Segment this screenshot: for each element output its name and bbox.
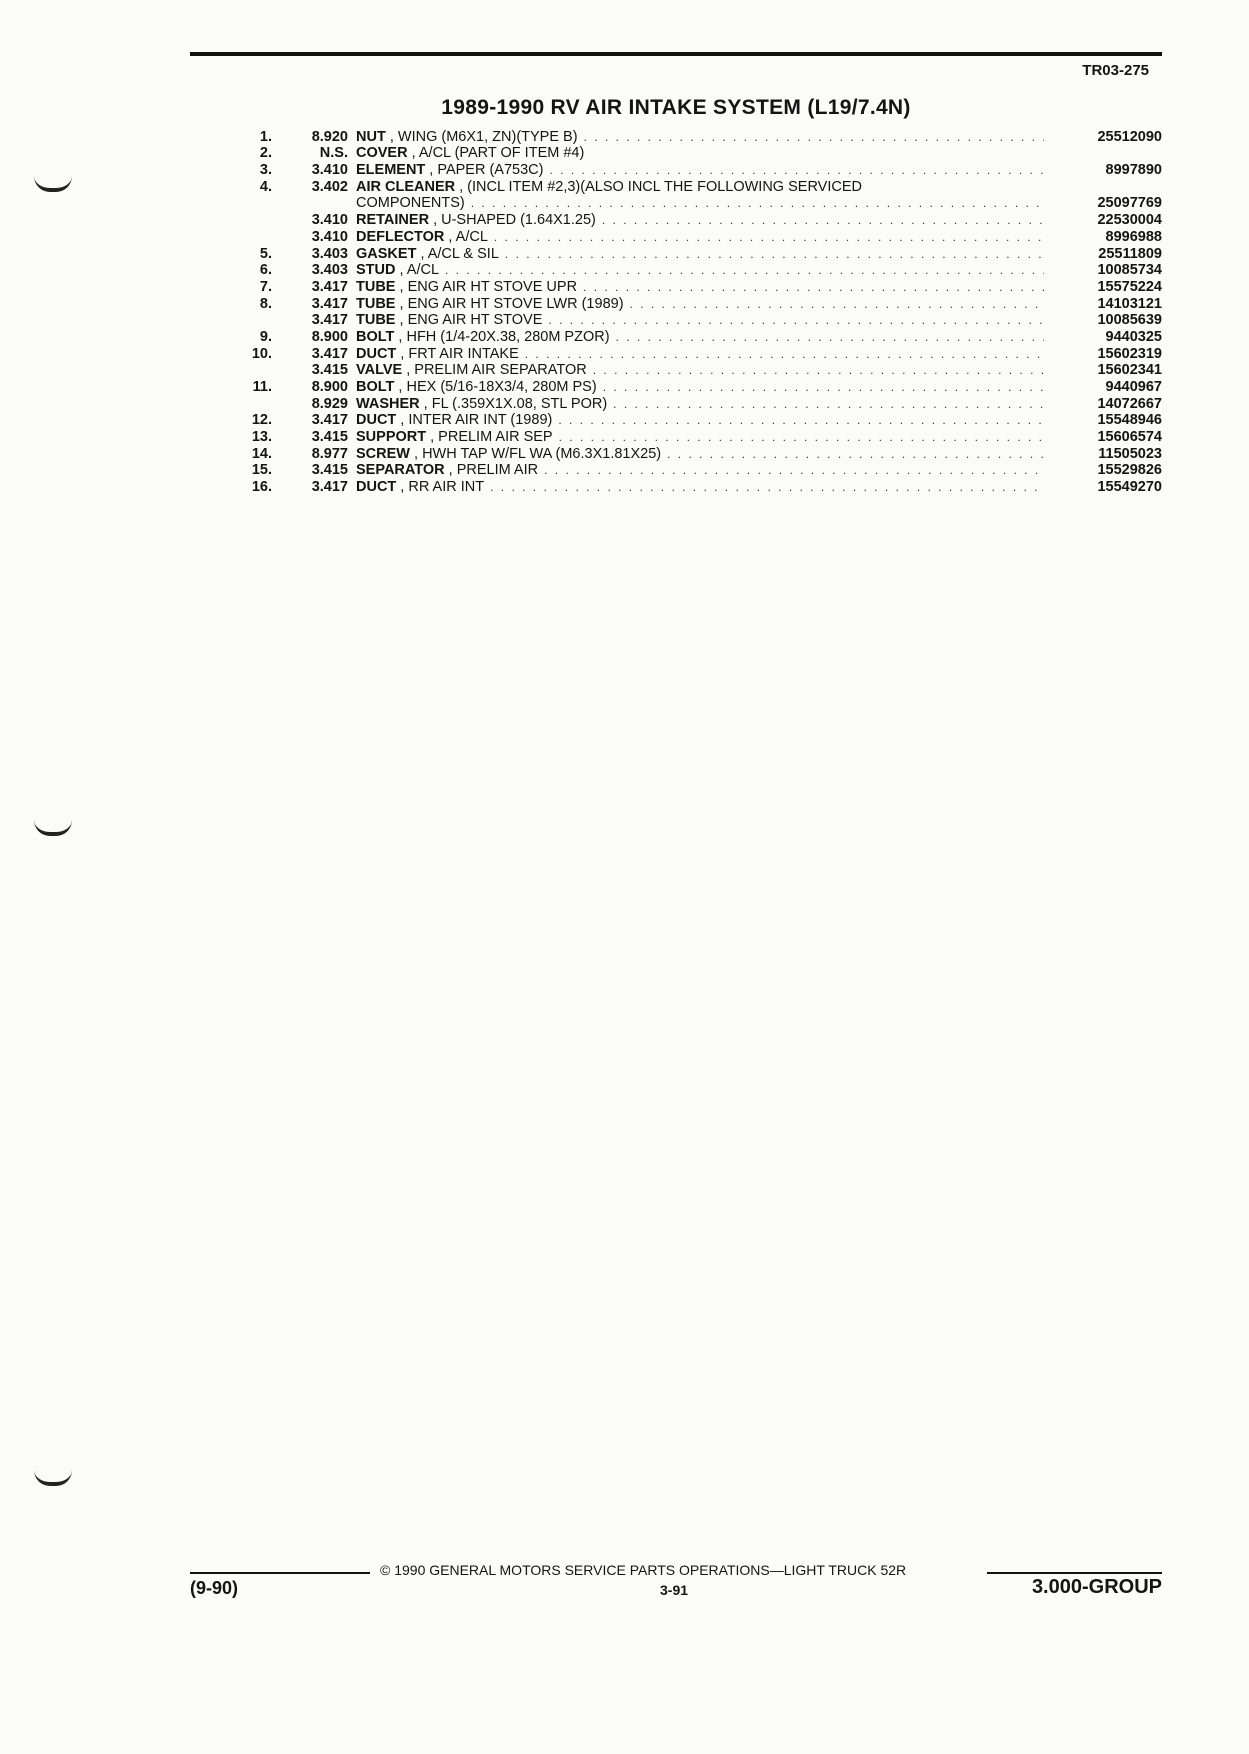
item-number: 6.	[259, 262, 272, 279]
item-number: 11.	[252, 379, 272, 395]
part-name: VALVE	[356, 362, 403, 379]
part-name: TUBE	[356, 295, 396, 312]
part-description	[356, 162, 543, 178]
part-number: 8997890	[1105, 162, 1162, 179]
part-description	[356, 329, 610, 345]
parts-row	[220, 328, 1162, 345]
parts-row	[220, 478, 1162, 495]
part-number: 14103121	[1097, 295, 1162, 312]
item-number: 7.	[259, 278, 272, 295]
parts-row	[220, 262, 1162, 279]
group-number: 3.417	[311, 278, 348, 295]
description-cell	[356, 212, 1050, 228]
item-number: 4.	[259, 178, 272, 195]
part-description	[356, 479, 484, 495]
description-cell	[356, 179, 1050, 195]
part-name: BOLT	[356, 379, 395, 395]
group-number: 3.415	[311, 362, 348, 379]
parts-row	[220, 312, 1162, 329]
group-number: 8.900	[311, 328, 348, 345]
parts-row	[220, 245, 1162, 262]
part-name: STUD	[356, 262, 396, 279]
group-number: N.S.	[319, 145, 348, 162]
description-cell	[356, 279, 1050, 295]
part-description	[356, 195, 465, 211]
part-description	[356, 396, 607, 412]
part-number: 9440967	[1105, 379, 1162, 395]
dot-leader	[583, 279, 1044, 295]
binder-hole-mark	[34, 176, 72, 192]
part-name: ELEMENT	[356, 162, 426, 179]
dot-leader	[471, 195, 1044, 211]
description-cell	[356, 229, 1050, 245]
part-detail: , RR AIR INT	[396, 479, 485, 496]
copyright-text: © 1990 GENERAL MOTORS SERVICE PARTS OPERATIONS—LIGHT TRUCK 52R	[380, 1562, 907, 1578]
item-number: 10.	[251, 345, 272, 362]
parts-row	[220, 395, 1162, 412]
part-detail: , A/CL (PART OF ITEM #4)	[407, 145, 585, 162]
dot-leader	[616, 329, 1044, 345]
part-detail: , WING (M6X1, ZN)(TYPE B)	[385, 128, 578, 145]
group-number: 3.417	[311, 412, 348, 429]
part-description	[356, 312, 542, 328]
item-number: 12.	[251, 412, 272, 429]
binder-hole-mark	[34, 1470, 72, 1486]
description-cell	[356, 246, 1050, 262]
part-number: 14072667	[1097, 395, 1162, 412]
part-name: COVER	[356, 145, 408, 162]
dot-leader	[544, 462, 1044, 478]
parts-row	[220, 428, 1162, 445]
part-name: DUCT	[356, 479, 397, 496]
group-number: 8.977	[311, 445, 348, 462]
item-number: 9.	[259, 328, 272, 345]
dot-leader	[558, 412, 1044, 428]
part-description	[356, 145, 584, 161]
group-number: 3.417	[311, 479, 348, 496]
group-number: 3.410	[311, 162, 348, 179]
dot-leader	[494, 229, 1044, 245]
part-description	[356, 462, 538, 478]
dot-leader	[505, 246, 1044, 262]
part-detail: , ENG AIR HT STOVE UPR	[395, 278, 578, 295]
part-detail: , (INCL ITEM #2,3)(ALSO INCL THE FOLLOWING SERVICED	[455, 178, 862, 195]
part-description	[356, 362, 587, 378]
part-number: 15575224	[1097, 278, 1162, 295]
part-detail: , ENG AIR HT STOVE	[395, 312, 543, 329]
parts-row	[220, 128, 1162, 145]
group-number: 3.403	[311, 262, 348, 279]
parts-row	[220, 178, 1162, 195]
description-cell	[356, 162, 1050, 178]
part-detail: , PRELIM AIR	[444, 462, 539, 479]
page-footer	[190, 1560, 1162, 1610]
group-number: 8.920	[311, 128, 348, 145]
part-number: 25097769	[1097, 195, 1162, 212]
part-name: DUCT	[356, 412, 397, 429]
description-cell	[356, 362, 1050, 378]
part-detail: , A/CL & SIL	[416, 245, 499, 262]
dot-leader	[525, 346, 1044, 362]
parts-row	[220, 378, 1162, 395]
description-cell	[356, 446, 1050, 462]
part-detail: , A/CL	[395, 262, 440, 279]
part-name: DEFLECTOR	[356, 228, 445, 245]
part-name: TUBE	[356, 312, 396, 329]
parts-row	[220, 412, 1162, 429]
part-detail: , HWH TAP W/FL WA (M6.3X1.81X25)	[409, 445, 662, 462]
part-detail: , PAPER (A753C)	[425, 162, 544, 179]
edition-date: (9-90)	[190, 1578, 239, 1598]
part-detail: , PRELIM AIR SEP	[426, 429, 553, 446]
description-cell	[356, 296, 1050, 312]
item-number: 3.	[259, 162, 272, 179]
description-cell	[356, 329, 1050, 345]
part-detail: COMPONENTS)	[356, 195, 465, 212]
part-detail: , ENG AIR HT STOVE LWR (1989)	[395, 295, 624, 312]
dot-leader	[549, 162, 1044, 178]
footer-rule-right	[987, 1572, 1162, 1574]
item-number: 13.	[251, 429, 272, 446]
dot-leader	[613, 396, 1044, 412]
part-number: 25511809	[1098, 245, 1162, 262]
binder-hole-mark	[34, 820, 72, 836]
item-number: 5.	[259, 245, 272, 262]
part-detail: , FL (.359X1X.08, STL POR)	[419, 395, 608, 412]
part-description	[356, 429, 553, 445]
part-number: 15602341	[1097, 362, 1162, 379]
document-code: TR03-275	[1082, 62, 1149, 79]
part-number: 11505023	[1098, 445, 1162, 462]
part-detail: , U-SHAPED (1.64X1.25)	[429, 212, 596, 229]
group-number: 3.402	[311, 178, 348, 195]
description-cell	[356, 129, 1050, 145]
part-description	[356, 379, 597, 395]
parts-row	[220, 228, 1162, 245]
parts-row	[220, 145, 1162, 162]
part-detail: , PRELIM AIR SEPARATOR	[402, 362, 587, 379]
parts-row	[220, 195, 1162, 212]
description-cell	[356, 429, 1050, 445]
description-cell	[356, 145, 1050, 161]
group-label: 3.000-GROUP	[1031, 1576, 1162, 1598]
parts-row	[220, 362, 1162, 379]
group-number: 3.403	[311, 245, 348, 262]
part-description	[356, 262, 439, 278]
part-name: WASHER	[356, 395, 420, 412]
part-number: 25512090	[1097, 128, 1162, 145]
page-title: 1989-1990 RV AIR INTAKE SYSTEM (L19/7.4N)	[441, 96, 911, 119]
parts-row	[220, 211, 1162, 228]
group-number: 3.417	[311, 345, 348, 362]
part-number: 10085639	[1097, 312, 1162, 329]
group-number: 3.417	[311, 312, 348, 329]
description-cell	[356, 379, 1050, 395]
dot-leader	[602, 212, 1044, 228]
group-number: 3.410	[311, 228, 348, 245]
item-number: 14.	[251, 445, 272, 462]
part-name: SEPARATOR	[356, 462, 445, 479]
item-number: 8.	[259, 295, 272, 312]
top-rule	[190, 52, 1162, 56]
part-name: GASKET	[356, 245, 417, 262]
dot-leader	[445, 262, 1044, 278]
part-description	[356, 129, 578, 145]
part-name: AIR CLEANER	[356, 178, 456, 195]
part-detail: , INTER AIR INT (1989)	[396, 412, 553, 429]
part-description	[356, 446, 661, 462]
parts-row	[220, 161, 1162, 178]
dot-leader	[630, 296, 1044, 312]
part-number: 15548946	[1097, 412, 1162, 429]
part-number: 9440325	[1105, 328, 1162, 345]
part-description	[356, 229, 488, 245]
dot-leader	[593, 362, 1044, 378]
group-number: 8.929	[311, 395, 348, 412]
group-number: 3.415	[311, 462, 348, 479]
part-number: 15602319	[1097, 345, 1162, 362]
part-number: 15549270	[1097, 479, 1162, 496]
part-number: 15606574	[1097, 429, 1162, 446]
group-number: 8.900	[311, 379, 348, 395]
part-description	[356, 296, 624, 312]
dot-leader	[490, 479, 1044, 495]
item-number: 1.	[259, 128, 272, 145]
parts-row	[220, 462, 1162, 479]
item-number: 16.	[251, 479, 272, 496]
item-number: 15.	[251, 462, 272, 479]
description-cell	[356, 479, 1050, 495]
part-detail: , FRT AIR INTAKE	[396, 345, 519, 362]
part-name: DUCT	[356, 345, 397, 362]
dot-leader	[667, 446, 1044, 462]
part-description	[356, 212, 596, 228]
part-number: 10085734	[1097, 262, 1162, 279]
description-cell	[356, 312, 1050, 328]
dot-leader	[548, 312, 1044, 328]
part-description	[356, 279, 577, 295]
description-cell	[356, 346, 1050, 362]
part-name: SCREW	[356, 445, 410, 462]
part-description	[356, 346, 519, 362]
part-name: TUBE	[356, 278, 396, 295]
footer-rule-left	[190, 1572, 370, 1574]
dot-leader	[603, 379, 1044, 395]
description-cell	[356, 462, 1050, 478]
description-cell	[356, 396, 1050, 412]
part-number: 8996988	[1105, 228, 1162, 245]
part-description	[356, 246, 499, 262]
parts-list	[220, 128, 1162, 495]
part-number: 22530004	[1097, 212, 1162, 229]
group-number: 3.410	[311, 212, 348, 229]
description-cell	[356, 412, 1050, 428]
part-name: SUPPORT	[356, 429, 427, 446]
part-number: 15529826	[1097, 462, 1162, 479]
item-number: 2.	[259, 145, 272, 162]
part-name: RETAINER	[356, 212, 430, 229]
part-detail: , A/CL	[444, 228, 488, 245]
group-number: 3.415	[311, 429, 348, 446]
part-name: NUT	[356, 128, 386, 145]
dot-leader	[559, 429, 1044, 445]
part-detail: , HEX (5/16-18X3/4, 280M PS)	[394, 379, 597, 395]
parts-row	[220, 278, 1162, 295]
part-name: BOLT	[356, 328, 395, 345]
part-detail: , HFH (1/4-20X.38, 280M PZOR)	[394, 328, 610, 345]
description-cell	[356, 262, 1050, 278]
parts-row	[220, 445, 1162, 462]
group-number: 3.417	[311, 295, 348, 312]
dot-leader	[584, 129, 1044, 145]
page-number: 3-91	[660, 1582, 689, 1598]
description-cell	[356, 195, 1050, 211]
parts-row	[220, 295, 1162, 312]
part-description	[356, 412, 552, 428]
part-description	[356, 179, 862, 195]
parts-row	[220, 345, 1162, 362]
